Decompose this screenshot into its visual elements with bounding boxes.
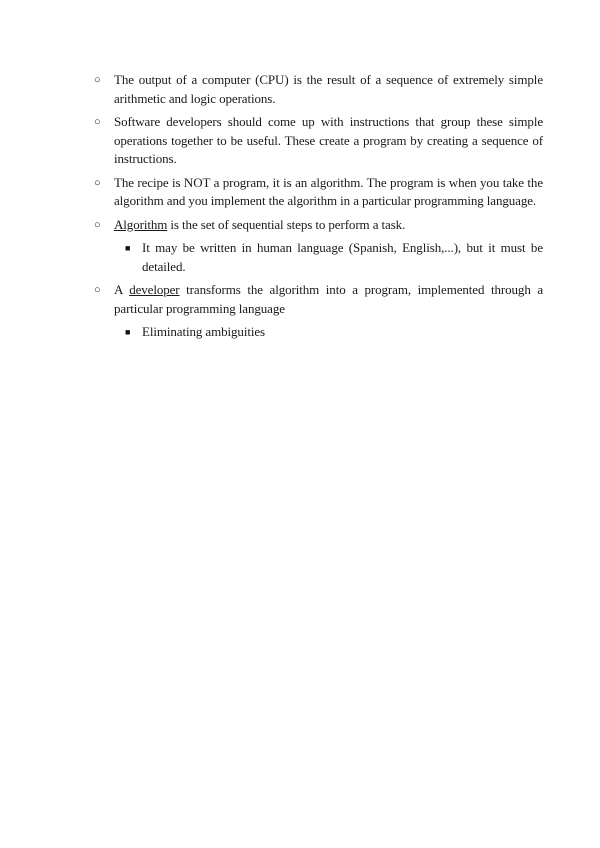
list-item-text: The output of a computer (CPU) is the result of a sequence of extremely simple arithmetic and logic operations. (114, 72, 543, 106)
hollow-circle-bullet-icon: ○ (94, 116, 101, 128)
square-bullet-icon: ■ (125, 243, 131, 253)
sub-list-item (94, 323, 543, 342)
list-item-prefix: A (114, 282, 130, 297)
sub-list-item-text: It may be written in human language (Spanish, English,...), but it must be detailed. (142, 240, 543, 274)
list-item (94, 113, 543, 169)
sub-list-item (94, 239, 543, 276)
list-item-text: transforms the algorithm into a program, implemented through a particular programming language (114, 282, 543, 316)
square-bullet-icon: ■ (125, 327, 131, 337)
hollow-circle-bullet-icon: ○ (94, 284, 101, 296)
list-item (94, 281, 543, 318)
bullet-list (94, 71, 543, 347)
list-item (94, 71, 543, 108)
list-item-text: The recipe is NOT a program, it is an algorithm. The program is when you take the algorithm and you implement the algorithm in a particular programming language. (114, 174, 543, 208)
list-item-text: is the set of sequential steps to perform a task. (167, 216, 406, 232)
hollow-circle-bullet-icon: ○ (94, 176, 101, 189)
developer-term: developer (129, 282, 180, 297)
algorithm-term: Algorithm (114, 216, 168, 232)
list-item-text: Software developers should come up with instructions that group these simple operations together to be useful. These create a program by creating a sequence of instructions. (114, 114, 543, 166)
hollow-circle-bullet-icon: ○ (94, 218, 101, 231)
hollow-circle-bullet-icon: ○ (94, 74, 101, 86)
list-item (94, 216, 543, 235)
sub-list-item-text: Eliminating ambiguities (142, 324, 265, 339)
list-item (94, 174, 543, 211)
